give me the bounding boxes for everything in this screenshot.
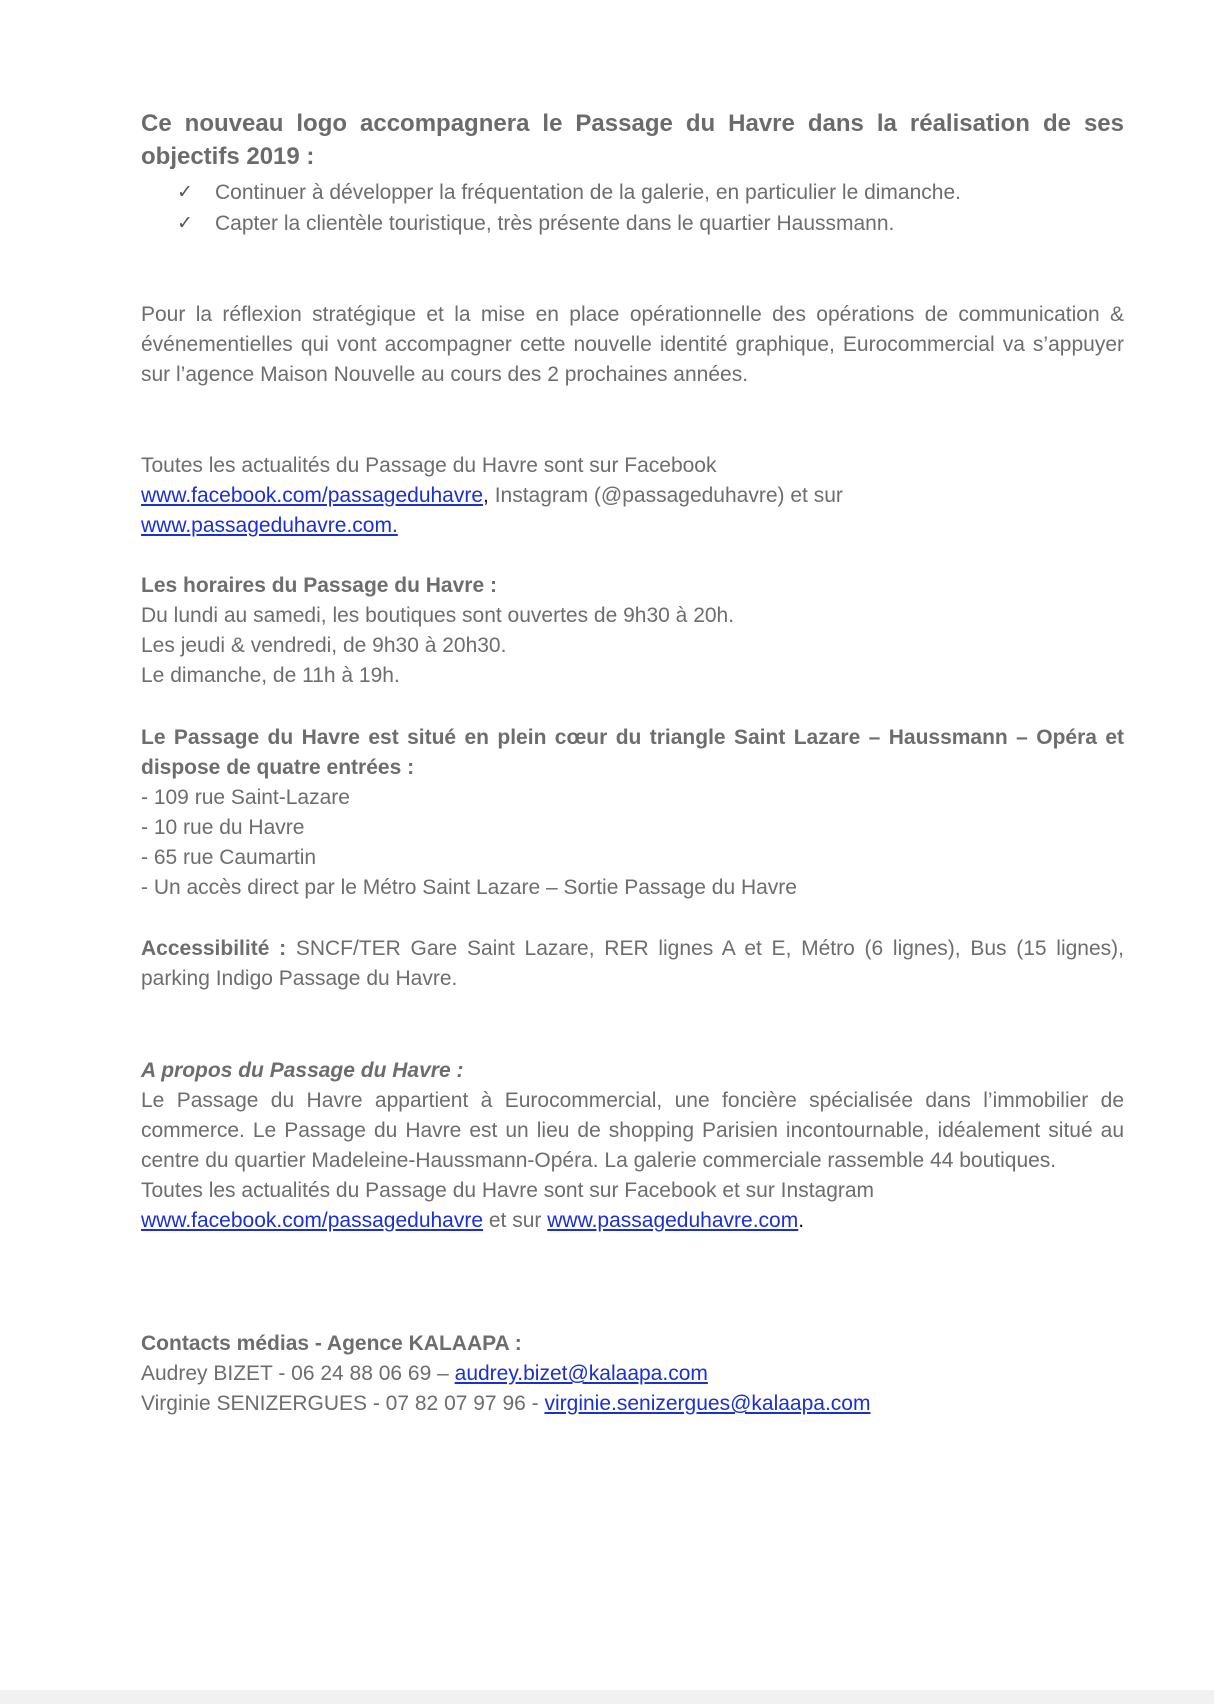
entrance-item: - 109 rue Saint-Lazare	[141, 786, 350, 809]
about-socials-line: Toutes les actualités du Passage du Havre sont sur Facebook et sur Instagram	[141, 1179, 875, 1202]
hours-line: Le dimanche, de 11h à 19h.	[141, 664, 400, 687]
facebook-link[interactable]: www.facebook.com/passageduhavre	[141, 484, 484, 507]
website-line	[141, 511, 1124, 541]
accessibility-text: SNCF/TER Gare Saint Lazare, RER lignes A et E, Métro (6 lignes), Bus (15 lignes), parking Indigo Passage du Havre.	[141, 937, 1124, 990]
contact-details: Audrey BIZET - 06 24 88 06 69 –	[141, 1362, 455, 1385]
socials-intro: Toutes les actualités du Passage du Havre sont sur Facebook	[141, 454, 717, 477]
checkmark-icon: ✓	[177, 212, 193, 234]
location-heading: Le Passage du Havre est situé en plein cœur du triangle Saint Lazare – Haussmann – Opéra et dispose de quatre entrées :	[141, 726, 1124, 779]
objective-text: Continuer à développer la fréquentation de la galerie, en particulier le dimanche.	[215, 181, 961, 204]
objectives-list	[141, 177, 1124, 239]
socials-section	[141, 451, 1124, 541]
instagram-text: Instagram (@passageduhavre) et sur	[488, 484, 843, 507]
objective-item	[141, 208, 1124, 239]
hours-section	[141, 571, 1124, 691]
entrance-item: - 65 rue Caumartin	[141, 846, 317, 869]
objective-item	[141, 177, 1124, 208]
accessibility-label: Accessibilité :	[141, 937, 287, 960]
socials-links-line	[141, 481, 1124, 511]
strategy-paragraph: Pour la réflexion stratégique et la mise en place opérationnelle des opérations de communication & événementielles qui vont accompagner cette nouvelle identité graphique, Eurocommercial va s’appuyer sur l’agence Maison Nouvelle au cours des 2 prochaines années.	[141, 303, 1124, 386]
website-link[interactable]: www.passageduhavre.com.	[141, 514, 398, 537]
website-link[interactable]: www.passageduhavre.com	[547, 1209, 799, 1232]
strategy-section	[141, 300, 1124, 390]
location-section	[141, 723, 1124, 903]
about-heading: A propos du Passage du Havre :	[141, 1059, 464, 1082]
about-section	[141, 1056, 1124, 1236]
hours-line: Les jeudi & vendredi, de 9h30 à 20h30.	[141, 634, 507, 657]
objectives-heading: Ce nouveau logo accompagnera le Passage du Havre dans la réalisation de ses objectifs 2019 :	[141, 110, 1124, 170]
period-text: .	[798, 1209, 805, 1232]
email-link[interactable]: virginie.senizergues@kalaapa.com	[544, 1392, 871, 1415]
email-link[interactable]: audrey.bizet@kalaapa.com	[454, 1362, 708, 1385]
hours-line: Du lundi au samedi, les boutiques sont ouvertes de 9h30 à 20h.	[141, 604, 735, 627]
contact-line	[141, 1389, 1124, 1419]
comma-text: ,	[483, 484, 489, 507]
accessibility-section	[141, 934, 1124, 994]
page-footer-shadow	[0, 1690, 1214, 1704]
about-paragraph: Le Passage du Havre appartient à Eurocommercial, une foncière spécialisée dans l’immobilier de commerce. Le Passage du Havre est un lieu de shopping Parisien incontournable, idéalement situé au centre du quartier Madeleine-Haussmann-Opéra. La galerie commerciale rassemble 44 boutiques.	[141, 1089, 1124, 1172]
entrance-item: - 10 rue du Havre	[141, 816, 305, 839]
facebook-link[interactable]: www.facebook.com/passageduhavre	[141, 1209, 484, 1232]
accessibility-paragraph	[141, 934, 1124, 994]
and-text: et sur	[483, 1209, 548, 1232]
objective-text: Capter la clientèle touristique, très présente dans le quartier Haussmann.	[215, 212, 895, 235]
entrance-item: - Un accès direct par le Métro Saint Lazare – Sortie Passage du Havre	[141, 876, 797, 899]
contact-line	[141, 1359, 1124, 1389]
about-links-line	[141, 1206, 1124, 1236]
contacts-heading: Contacts médias - Agence KALAAPA :	[141, 1332, 522, 1355]
contacts-section	[141, 1329, 1124, 1419]
hours-heading: Les horaires du Passage du Havre :	[141, 574, 497, 597]
contact-details: Virginie SENIZERGUES - 07 82 07 97 96 -	[141, 1392, 545, 1415]
checkmark-icon: ✓	[177, 181, 193, 203]
